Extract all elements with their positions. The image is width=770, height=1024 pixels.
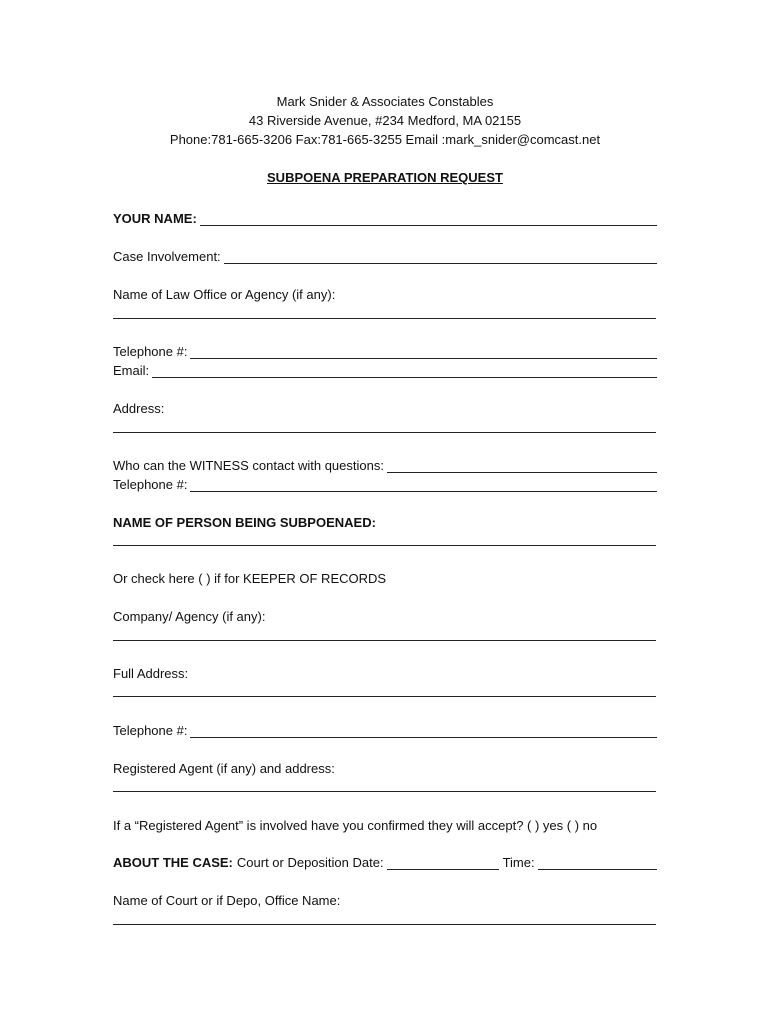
email-field[interactable]	[152, 363, 657, 378]
witness-contact-row	[113, 455, 657, 473]
registered-agent-row	[113, 758, 657, 776]
keeper-of-records-label[interactable]: Or check here ( ) if for KEEPER OF RECORDS	[113, 571, 387, 586]
witness-contact-field[interactable]	[387, 458, 657, 473]
person-subpoenaed-field[interactable]	[113, 545, 656, 546]
full-address-field[interactable]	[113, 696, 656, 697]
about-case-row	[113, 852, 657, 870]
person-subpoenaed-label: NAME OF PERSON BEING SUBPOENAED:	[113, 515, 376, 530]
telephone-field-3[interactable]	[190, 723, 657, 738]
your-name-label: YOUR NAME:	[113, 211, 197, 226]
address-label: Address:	[113, 401, 165, 416]
telephone-row-1	[113, 341, 657, 359]
law-office-label: Name of Law Office or Agency (if any):	[113, 287, 336, 302]
full-address-label: Full Address:	[113, 666, 189, 681]
person-subpoenaed-row	[113, 512, 657, 530]
witness-contact-label: Who can the WITNESS contact with questions:	[113, 458, 384, 473]
company-agency-row	[113, 606, 657, 624]
company-agency-field[interactable]	[113, 640, 656, 641]
company-agency-label: Company/ Agency (if any):	[113, 609, 266, 624]
telephone-row-2	[113, 474, 657, 492]
your-name-row	[113, 208, 657, 226]
your-name-field[interactable]	[200, 211, 657, 226]
company-contact: Phone:781-665-3206 Fax:781-665-3255 Email :mark_snider@comcast.net	[169, 132, 601, 147]
court-date-label: Court or Deposition Date:	[236, 855, 384, 870]
registered-agent-confirm-row	[113, 815, 657, 833]
court-name-label: Name of Court or if Depo, Office Name:	[113, 893, 341, 908]
registered-agent-confirm-label[interactable]: If a “Registered Agent” is involved have you confirmed they will accept? ( ) yes ( ) no	[113, 818, 598, 833]
court-date-field[interactable]	[387, 855, 499, 870]
law-office-row	[113, 284, 657, 302]
company-address: 43 Riverside Avenue, #234 Medford, MA 02155	[248, 113, 522, 128]
court-name-row	[113, 890, 657, 908]
telephone-label-2: Telephone #:	[113, 477, 188, 492]
email-row	[113, 360, 657, 378]
court-name-field[interactable]	[113, 924, 656, 925]
email-label: Email:	[113, 363, 150, 378]
time-field[interactable]	[538, 855, 657, 870]
telephone-row-3	[113, 720, 657, 738]
keeper-of-records-row	[113, 568, 657, 586]
address-field[interactable]	[113, 432, 656, 433]
about-case-label: ABOUT THE CASE:	[113, 855, 233, 870]
telephone-field-1[interactable]	[190, 344, 657, 359]
case-involvement-row	[113, 246, 657, 264]
form-title: SUBPOENA PREPARATION REQUEST	[267, 170, 503, 185]
full-address-row	[113, 663, 657, 681]
address-row	[113, 398, 657, 416]
case-involvement-label: Case Involvement:	[113, 249, 221, 264]
telephone-field-2[interactable]	[190, 477, 657, 492]
telephone-label-3: Telephone #:	[113, 723, 188, 738]
registered-agent-label: Registered Agent (if any) and address:	[113, 761, 335, 776]
case-involvement-field[interactable]	[224, 249, 657, 264]
registered-agent-field[interactable]	[113, 791, 656, 792]
law-office-field[interactable]	[113, 318, 656, 319]
time-label: Time:	[502, 855, 535, 870]
company-name: Mark Snider & Associates Constables	[276, 94, 494, 109]
telephone-label-1: Telephone #:	[113, 344, 188, 359]
